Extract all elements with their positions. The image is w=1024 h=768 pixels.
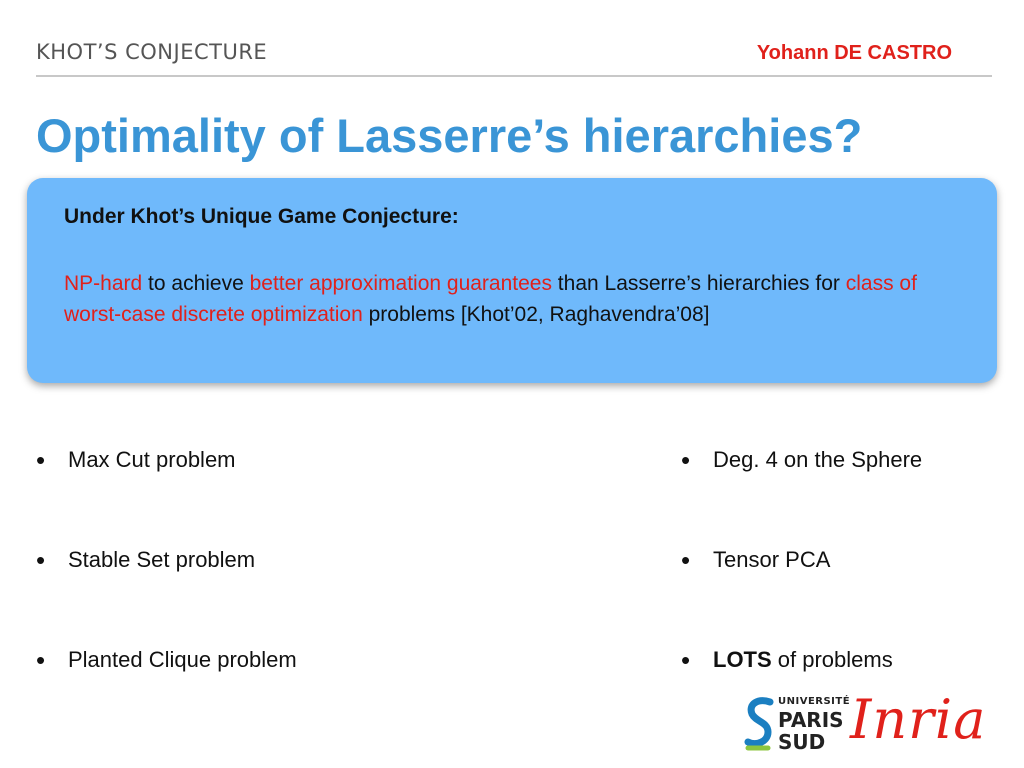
bullet-text: Tensor PCA (713, 547, 831, 572)
callout-text: to achieve (142, 272, 250, 295)
np-hard-text: NP-hard (64, 272, 143, 295)
approximation-text: better approximation guarantees (249, 272, 552, 295)
callout-text: problems [Khot’02, Raghavendra’08] (362, 303, 710, 326)
left-bullet-list (36, 445, 297, 745)
ups-line-3: SUD (778, 730, 826, 754)
bullet-text: Deg. 4 on the Sphere (713, 447, 923, 472)
slide-title: Optimality of Lasserre’s hierarchies? (36, 109, 863, 162)
paris-sud-emblem-icon (744, 696, 774, 752)
callout-body (64, 268, 964, 330)
list-item (681, 545, 922, 645)
bullet-text: of problems (771, 647, 893, 672)
bullet-icon: • (36, 545, 46, 575)
callout-heading: Under Khot’s Unique Game Conjecture: (64, 205, 459, 228)
conjecture-callout (27, 178, 997, 383)
ups-line-1: UNIVERSITÉ (778, 696, 851, 707)
bullet-icon: • (36, 445, 46, 475)
header-divider (36, 75, 992, 77)
list-item (36, 545, 297, 645)
bullet-icon: • (36, 645, 46, 675)
universite-paris-sud-logo (744, 696, 851, 756)
bullet-bold-text: LOTS (713, 647, 772, 672)
list-item (36, 445, 297, 545)
ups-line-2: PARIS (778, 708, 844, 732)
bullet-text: Max Cut problem (68, 447, 236, 472)
section-label: KHOT’S CONJECTURE (36, 40, 268, 64)
callout-text: than Lasserre’s hierarchies for (551, 272, 846, 295)
bullet-icon: • (681, 545, 691, 575)
bullet-text: Planted Clique problem (68, 647, 297, 672)
author-name: Yohann DE CASTRO (756, 42, 952, 64)
bullet-text: Stable Set problem (68, 547, 256, 572)
bullet-icon: • (681, 445, 691, 475)
problem-class-text: class of worst-case discrete optimization (64, 272, 917, 326)
bullet-icon: • (681, 645, 691, 675)
inria-logo: Inria (850, 688, 987, 751)
list-item (36, 645, 297, 745)
list-item (681, 445, 922, 545)
